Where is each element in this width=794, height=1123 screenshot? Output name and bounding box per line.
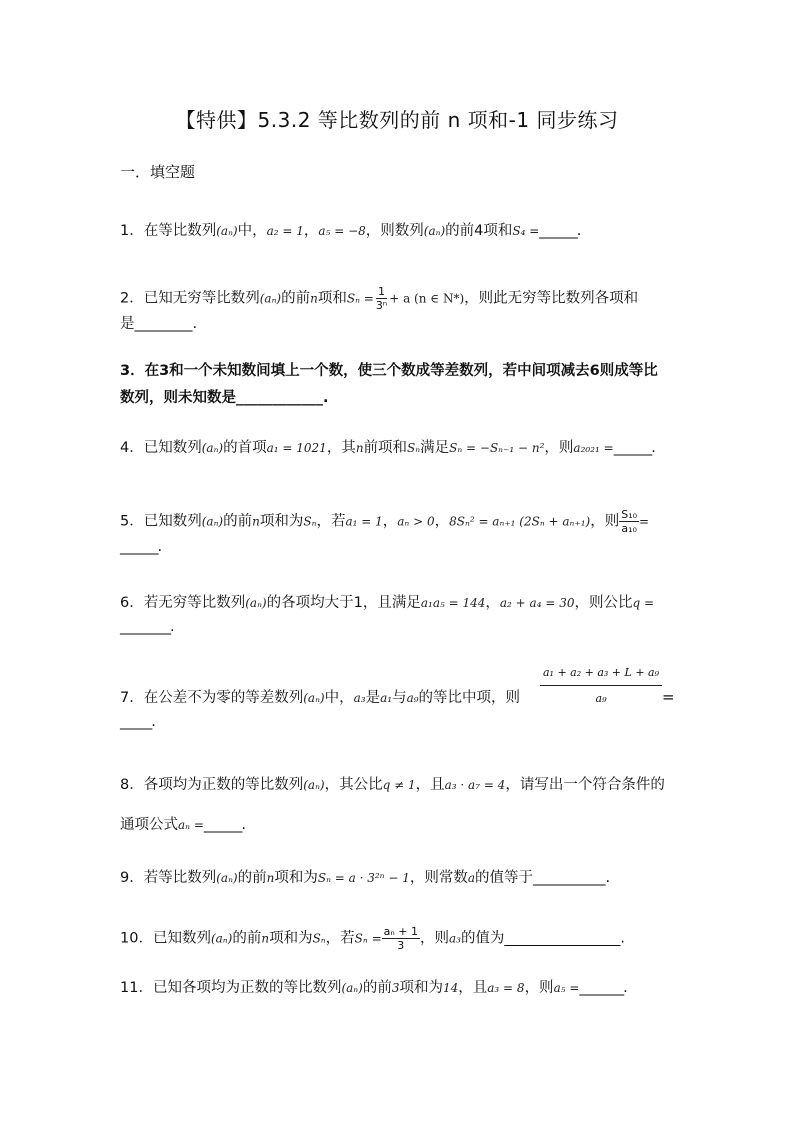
question-3: 3．在3和一个未知数间填上一个数，使三个数成等差数列，若中间项减去6则成等比 数列，则未知数是____________.	[120, 363, 658, 406]
big-fraction: $\frac{\text{a₁ + a₂ + a₃ + L + a₉}}{\text{a₉}}$	[540, 666, 662, 705]
question-7: 7．在公差不为零的等差数列(aₙ)中，a₃是a₁与a₉的等比中项，则 _____.	[120, 690, 521, 730]
question-5: 5．已知数列(aₙ)的前n项和为Sₙ，若a₁ = 1，aₙ > 0，8Sₙ² = aₙ₊₁ (2Sₙ + aₙ₊₁)，则 $\frac{\text{S₁₀}}{\text{a₁₀}}$ = ______.	[120, 508, 650, 555]
question-9: 9．若等比数列(aₙ)的前n项和为Sₙ = a · 3²ⁿ − 1，则常数a的值等于__________.	[120, 870, 611, 886]
fraction: $\frac{\text{S₁₀}}{\text{a₁₀}}$	[621, 508, 638, 535]
question-8: 8．各项均为正数的等比数列(aₙ)，其公比q ≠ 1，且a₃ · a₇ = 4，请写出一个符合条件的 通项公式aₙ =______.	[120, 777, 665, 833]
fraction: $\frac{1}{\text{3ⁿ}}$	[375, 285, 388, 312]
question-6: 6．若无穷等比数列(aₙ)的各项均大于1，且满足a₁a₅ = 144，a₂ + a₄ = 30，则公比q = ________.	[120, 595, 655, 635]
question-4: 4．已知数列(aₙ)的首项a₁ = 1021，其n前项和Sₙ满足Sₙ = −Sₙ₋₁ − n²，则a₂₀₂₁ =______.	[120, 440, 655, 456]
page-title: 【特供】5.3.2 等比数列的前 n 项和-1 同步练习	[175, 108, 619, 132]
question-10: 10．已知数列(aₙ)的前n项和为Sₙ，若Sₙ = $\frac{\text{aₙ + 1}}{3}$ ，则a₃的值为________________.	[120, 925, 626, 952]
fraction: $\frac{\text{aₙ + 1}}{3}$	[383, 925, 418, 952]
question-11: 11．已知各项均为正数的等比数列(aₙ)的前3项和为14，且a₃ = 8，则a₅ =_______.	[120, 980, 627, 996]
section-heading: 一．填空题	[120, 163, 196, 181]
equals-sign: =	[662, 688, 675, 706]
question-1: 1．在等比数列(aₙ)中，a₂ = 1，a₅ = −8，则数列(aₙ)的前4项和S₄ =______.	[120, 223, 581, 239]
question-2: 2．已知无穷等比数列(aₙ)的前n项和Sₙ = $\frac{1}{\text{3ⁿ}}$ + a (n ∈ N*)，则此无穷等比数列各项和 是________.	[120, 285, 639, 332]
